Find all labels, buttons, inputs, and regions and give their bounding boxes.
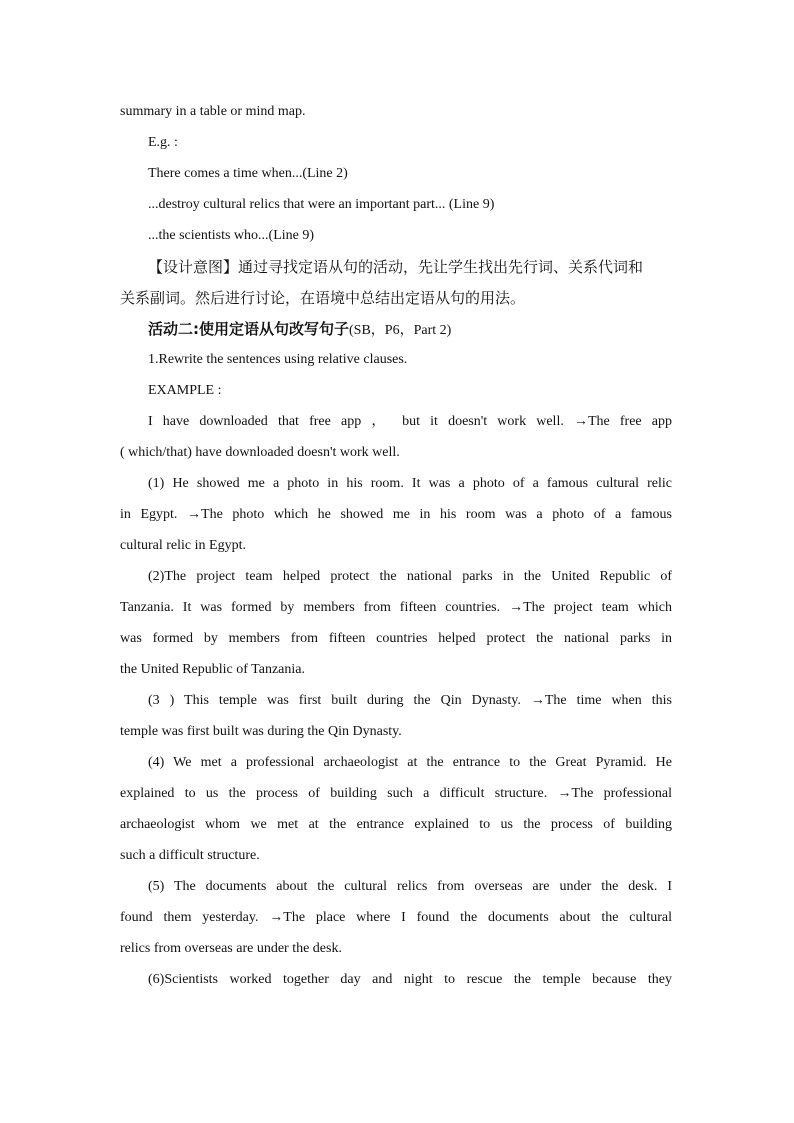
text-line: (4) We met a professional archaeologist at the entrance to the Great Pyramid. He: [148, 755, 672, 770]
text-line: relics from overseas are under the desk.: [120, 941, 342, 956]
text-line: found them yesterday. →The place where I found the documents about the cultural: [120, 910, 672, 925]
text-line: ...the scientists who...(Line 9): [148, 228, 315, 243]
text-line: such a difficult structure.: [120, 848, 260, 863]
instruction-line: 1.Rewrite the sentences using relative clauses.: [148, 352, 408, 367]
text-line: (6)Scientists worked together day and night to rescue the temple because they: [148, 972, 672, 987]
text-line: was formed by members from fifteen countries helped protect the national parks in: [120, 631, 672, 646]
text-line: (2)The project team helped protect the national parks in the United Republic of: [148, 569, 672, 584]
text-line: archaeologist whom we met at the entrance explained to us the process of building: [120, 817, 672, 832]
text-line: in Egypt. →The photo which he showed me in his room was a photo of a famous: [120, 507, 672, 522]
text-line: I have downloaded that free app ， but it doesn't work well. →The free app: [148, 414, 672, 429]
activity-title: 活动二:使用定语从句改写句子: [148, 320, 349, 338]
design-intent-line: 关系副词。然后进行讨论，在语境中总结出定语从句的用法。: [120, 289, 526, 307]
text-line: ...destroy cultural relics that were an important part... (Line 9): [148, 197, 495, 212]
example-label: EXAMPLE :: [148, 383, 222, 398]
activity-heading: [120, 317, 672, 348]
document-body: [120, 100, 672, 999]
text-line: explained to us the process of building such a difficult structure. →The professional: [120, 786, 672, 801]
text-line: the United Republic of Tanzania.: [120, 662, 305, 677]
text-line: (5) The documents about the cultural relics from overseas are under the desk. I: [148, 879, 672, 894]
activity-reference: (SB，P6，Part 2): [349, 323, 452, 338]
design-intent-line: 【设计意图】通过寻找定语从句的活动，先让学生找出先行词、关系代词和: [148, 258, 644, 276]
text-line: There comes a time when...(Line 2): [148, 166, 348, 181]
text-line: temple was first built was during the Qin Dynasty.: [120, 724, 402, 739]
text-line: Tanzania. It was formed by members from fifteen countries. →The project team which: [120, 600, 672, 615]
text-line: E.g. :: [148, 135, 178, 150]
text-line: cultural relic in Egypt.: [120, 538, 246, 553]
text-line: summary in a table or mind map.: [120, 104, 306, 119]
text-line: ( which/that) have downloaded doesn't work well.: [120, 445, 400, 460]
text-line: (3 ) This temple was first built during the Qin Dynasty. →The time when this: [148, 693, 672, 708]
text-line: (1) He showed me a photo in his room. It was a photo of a famous cultural relic: [148, 476, 672, 491]
